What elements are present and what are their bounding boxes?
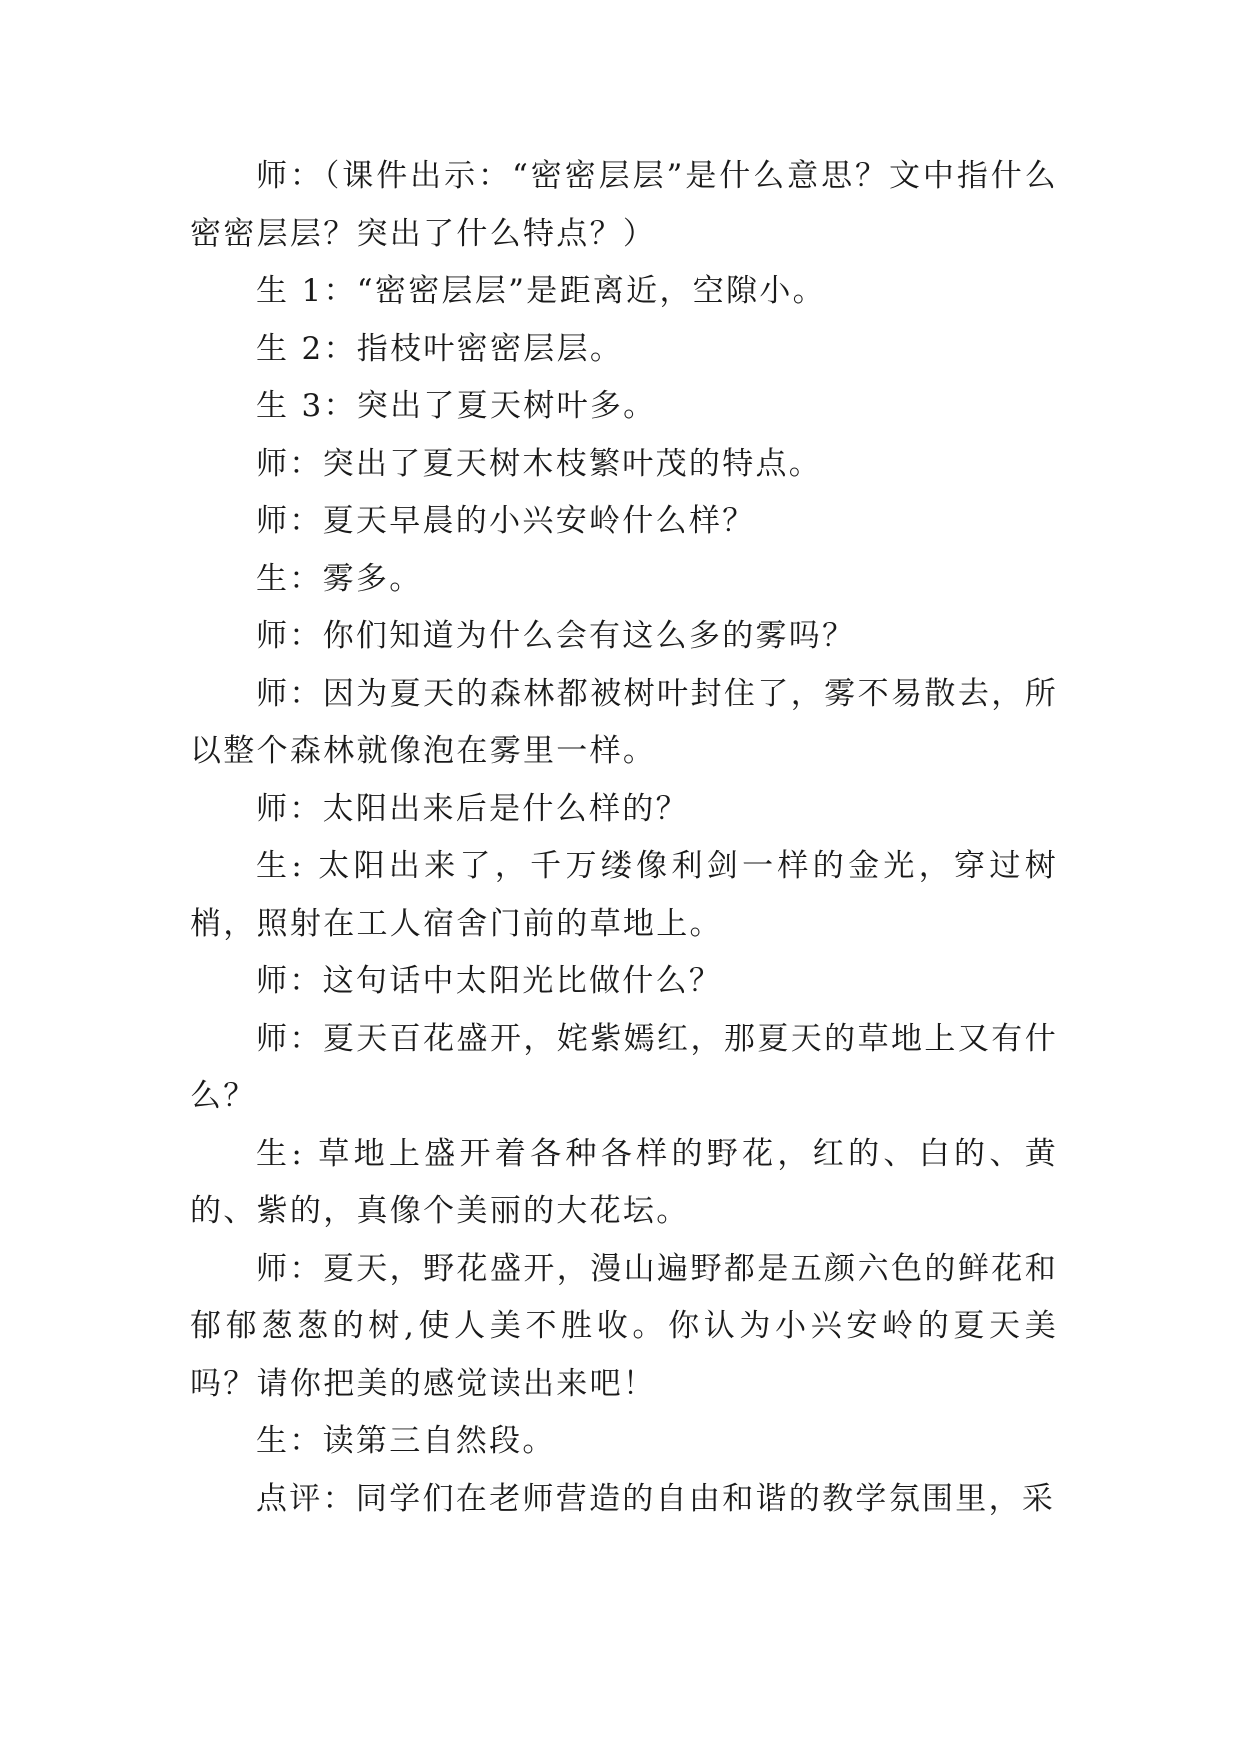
- paragraph-student-1: 生 1：“密密层层”是距离近，空隙小。: [256, 273, 826, 309]
- paragraph-student-3: 生 3：突出了夏天树叶多。: [256, 388, 657, 424]
- paragraph-teacher-fog-explanation: 师：因为夏天的森林都被树叶封住了，雾不易散去，所以整个森林就像泡在雾里一样。: [190, 675, 1058, 769]
- paragraph-teacher-flowers-question: 师：夏天百花盛开，姹紫嫣红，那夏天的草地上又有什么？: [190, 1020, 1058, 1114]
- paragraph-student-fog: 生：雾多。: [256, 560, 423, 597]
- paragraph-student-flowers: 生: 草地上盛开着各种各样的野花，红的、白的、黄的、紫的，真像个美丽的大花坛。: [190, 1135, 1058, 1229]
- paragraph-teacher-sun-question: 师：太阳出来后是什么样的？: [256, 790, 689, 827]
- paragraph-teacher-fog-question: 师：你们知道为什么会有这么多的雾吗？: [256, 618, 856, 654]
- document-body: [190, 148, 1058, 1528]
- paragraph-student-reading: 生：读第三自然段。: [256, 1423, 556, 1459]
- paragraph-teacher-question: 师：（课件出示：“密密层层”是什么意思？文中指什么密密层层？突出了什么特点？）: [190, 158, 1058, 252]
- paragraph-teacher-summary: 师：突出了夏天树木枝繁叶茂的特点。: [256, 445, 823, 482]
- paragraph-teacher-beauty: 师：夏天，野花盛开，漫山遍野都是五颜六色的鲜花和郁郁葱葱的树,使人美不胜收。你认为小兴安岭的夏天美吗？请你把美的感觉读出来吧！: [190, 1250, 1058, 1402]
- paragraph-teacher-morning-question: 师：夏天早晨的小兴安岭什么样？: [256, 503, 756, 539]
- paragraph-teacher-metaphor-question: 师：这句话中太阳光比做什么？: [256, 963, 723, 999]
- paragraph-student-sunlight: 生: 太阳出来了，千万缕像利剑一样的金光，穿过树梢，照射在工人宿舍门前的草地上。: [190, 848, 1058, 942]
- paragraph-student-2: 生 2：指枝叶密密层层。: [256, 330, 624, 367]
- paragraph-comment: 点评：同学们在老师营造的自由和谐的教学氛围里，采: [256, 1480, 1056, 1517]
